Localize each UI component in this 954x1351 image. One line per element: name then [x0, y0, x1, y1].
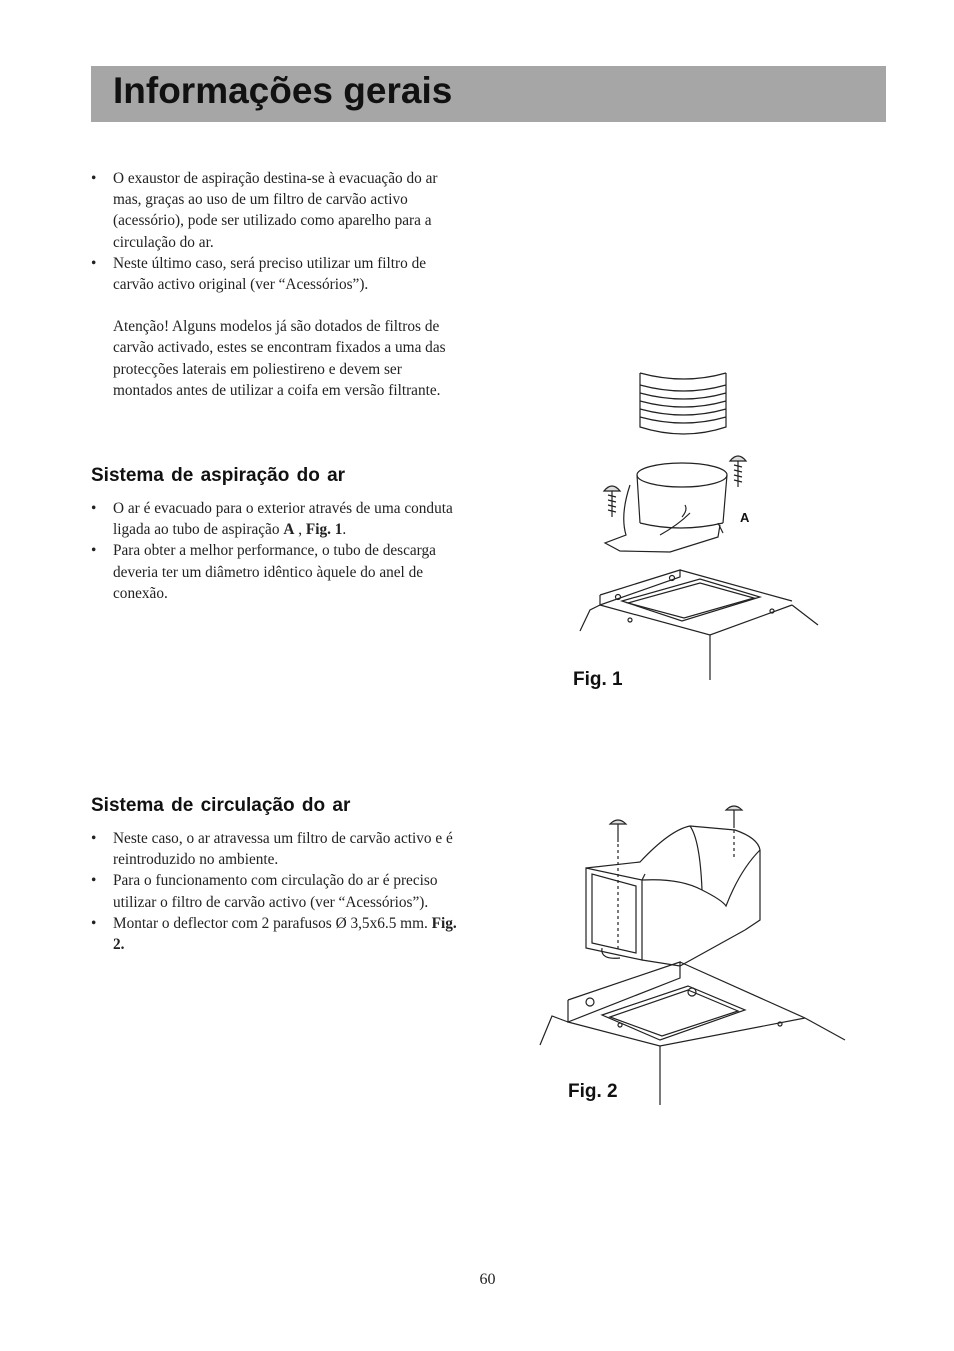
fig1-label: Fig. 1: [573, 669, 623, 690]
section2-bullet-3: [91, 913, 461, 955]
part-label-a: A: [740, 510, 750, 525]
intro-bullet-1: • O exaustor de aspiração destina-se à evacuação do ar mas, graças ao uso de um filtro de carvão activo (acessório), pode ser utilizado como aparelho para a circulação do ar.: [91, 168, 461, 253]
ref-separator: ,: [294, 521, 306, 539]
section2-bullet-3-text: Montar o deflector com 2 parafusos Ø 3,5x6.5 mm.: [113, 914, 432, 932]
intro-note: Atenção! Alguns modelos já são dotados de filtros de carvão activado, estes se encontram fixados a uma das protecções laterais em poliestireno e devem ser montados antes de utilizar a coifa em versão filtrante.: [113, 318, 446, 399]
section1-bullet-1: [91, 498, 461, 540]
flexible-duct-icon: [640, 373, 726, 434]
section1-list: [91, 498, 461, 604]
intro-bullet-2: • Neste último caso, será preciso utilizar um filtro de carvão activo original (ver “Acessórios”).: [91, 253, 461, 295]
section2-list: [91, 828, 461, 955]
section2-bullet-1: • Neste caso, o ar atravessa um filtro de carvão activo e é reintroduzido no ambiente.: [91, 828, 461, 870]
screw-icon-left: [610, 820, 626, 950]
duct-connector-illustration: [560, 365, 830, 685]
deflector-box-icon: [586, 826, 760, 966]
intro-list: [91, 168, 461, 295]
connector-ring-icon: [605, 463, 727, 552]
screw-icon-left: [604, 486, 620, 517]
section1-heading: Sistema de aspiração do ar: [91, 465, 346, 486]
section1-bullet-1-text: O ar é evacuado para o exterior através de uma conduta ligada ao tubo de aspiração: [113, 500, 453, 539]
fig-ref-1: Fig. 1: [305, 521, 343, 539]
fig2-label: Fig. 2: [568, 1081, 618, 1102]
page-title: Informações gerais: [113, 70, 453, 111]
page-number: 60: [479, 1271, 496, 1288]
screw-icon-right: [726, 806, 742, 860]
section2-bullet-2: • Para o funcionamento com circulação do ar é preciso utilizar o filtro de carvão activo (ver “Acessórios”).: [91, 870, 461, 912]
section2-heading: Sistema de circulação do ar: [91, 795, 351, 816]
section1-bullet-2: • Para obter a melhor performance, o tubo de descarga deveria ter um diâmetro idêntico àquele do anel de conexão.: [91, 540, 461, 604]
title-bar: [91, 66, 886, 122]
fig-ref-2: Fig. 2.: [113, 914, 457, 954]
hood-top-plate: [580, 570, 818, 680]
deflector-illustration: [530, 800, 850, 1110]
section1-body: [91, 498, 461, 604]
ref-end: .: [342, 521, 347, 539]
screw-icon-right: [730, 456, 746, 487]
section2-body: [91, 828, 461, 955]
intro-section: [91, 168, 461, 401]
part-ref-a: A: [283, 521, 295, 539]
